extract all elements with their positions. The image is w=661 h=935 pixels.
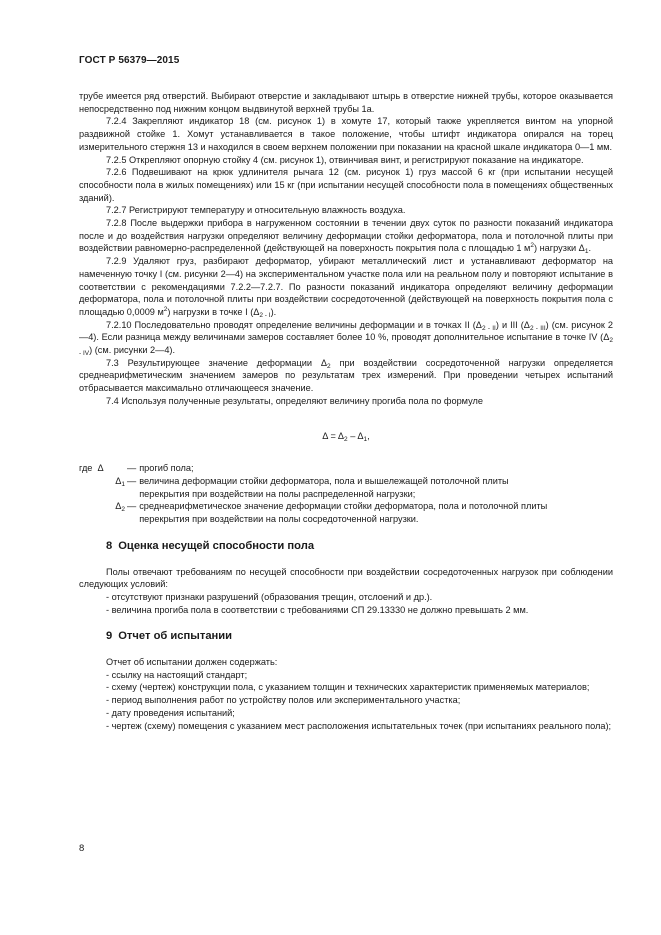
- paragraph-7-2-8: 7.2.8 После выдержки прибора в нагруженном состоянии в течении двух суток по разности показаний индикатора после и до воздействия нагрузки определяют величину деформации стойки деформатора, пола и потолочной плиты при воздействии равномерно-распределенной (действующей на поверхность покрытия пола с площадью 1 $м^2$) нагрузки $\Delta_1$.: [79, 218, 613, 256]
- list-item: - дату проведения испытаний;: [106, 707, 235, 718]
- standard-header: ГОСТ Р 56379—2015: [79, 55, 180, 66]
- list-item: - ссылку на настоящий стандарт;: [106, 669, 248, 680]
- list-item: - отсутствуют признаки разрушений (образования трещин, отслоений и др.).: [106, 591, 433, 602]
- section-9-intro: Отчет об испытании должен содержать:: [106, 657, 278, 668]
- paragraph-7-2-6: 7.2.6 Подвешивают на крюк удлинителя рычага 12 (см. рисунок 1) груз массой 6 кг (при испытании несущей способности пола в жилых помещениях) или 15 кг (при испытании несущей способности пола в помещениях общественных зданий).: [79, 167, 613, 203]
- paragraph-7-2-9: 7.2.9 Удаляют груз, разбирают деформатор, убирают металлический лист и устанавливают деформатор на намеченную точку I (см. рисунки 2—4) на экспериментальном участке пола или на реальном полу и повторяют испытание в соответствии с рекомендациями 7.2.2—7.2.7. По разности показаний индикатора определяют величину деформации деформатора, пола и потолочной плиты при воздействии сосредоточенной (действующей на поверхность покрытия пола с площадью 0,0009 $м^2$) нагрузки в точке I $(\Delta_{2 - I})$.: [79, 256, 613, 319]
- legend-row-delta-2: $\Delta_2$ — среднеарифметическое значение деформации стойки деформатора, пола и потолочной плиты перекрытия при воздействии на полы сосредоточенной нагрузки.: [115, 501, 548, 525]
- deflection-formula: $\Delta = \Delta_2 - \Delta_1$,: [322, 430, 370, 443]
- document-body: [79, 90, 613, 732]
- paragraph-continuation: трубе имеется ряд отверстий. Выбирают отверстие и закладывают штырь в отверстие нижней трубы, которое оказывается непосредственно под нижним концом выдвинутой верхней трубы 1а.: [79, 91, 613, 114]
- paragraph-7-2-7: 7.2.7 Регистрируют температуру и относительную влажность воздуха.: [106, 205, 406, 216]
- list-item: - чертеж (схему) помещения с указанием мест расположения испытательных точек (при испытаниях реального пола);: [106, 720, 612, 731]
- paragraph-7-3: 7.3 Результирующее значение деформации $\Delta_2$ при воздействии сосредоточенной нагрузки определяется среднеарифметическим значением замеров по результатам трех измерений. При проведении четырех испытаний отбрасывается максимально отличающееся значение.: [79, 357, 614, 394]
- section-9-heading: 9 Отчет об испытании: [106, 630, 233, 643]
- legend-lead: где Δ: [79, 463, 104, 474]
- paragraph-7-2-4: 7.2.4 Закрепляют индикатор 18 (см. рисунок 1) в хомуте 17, который также укрепляется винтом на упорной раздвижной стойке 1. Хомут устанавливается в такое положение, чтобы штифт индикатора опирался на торец измерительного стержня 13 и находился в своем верхнем положении при показании на красной шкале индикатора 0—1 мм.: [79, 116, 613, 152]
- list-item: - схему (чертеж) конструкции пола, с указанием толщин и технических характеристик применяемых материалов;: [106, 682, 590, 693]
- legend-row-delta-1: $\Delta_1$ — величина деформации стойки деформатора, пола и вышележащей потолочной плиты перекрытия при воздействии на полы распределенной нагрузки;: [115, 475, 509, 499]
- paragraph-7-2-5: 7.2.5 Открепляют опорную стойку 4 (см. рисунок 1), отвинчивая винт, и регистрируют показание на индикаторе.: [106, 154, 584, 165]
- paragraph-7-4: 7.4 Используя полученные результаты, определяют величину прогиба пола по формуле: [106, 395, 483, 406]
- list-item: - период выполнения работ по устройству полов или экспериментального участка;: [106, 695, 461, 706]
- page-number: 8: [79, 843, 85, 854]
- legend-row-delta: где Δ — прогиб пола;: [79, 463, 194, 474]
- paragraph-7-2-10: 7.2.10 Последовательно проводят определение величины деформации и в точках II $(\Delta_{2 - II})$ и III $(\Delta_{2 - III})$ (см. рисунок 2—4). Если разница между величинами замеров составляет более 10 %, проводят дополнительное испытание в точке IV $(\Delta_{2 - IV})$ (см. рисунки 2—4).: [79, 319, 613, 358]
- list-item: - величина прогиба пола в соответствии с требованиями СП 29.13330 не должно превышать 2 мм.: [106, 604, 529, 615]
- formula-legend: [79, 462, 613, 526]
- section-8-intro: Полы отвечают требованиям по несущей способности при воздействии сосредоточенных нагрузок при соблюдении следующих условий:: [79, 566, 613, 590]
- section-8-heading: 8 Оценка несущей способности пола: [106, 539, 315, 552]
